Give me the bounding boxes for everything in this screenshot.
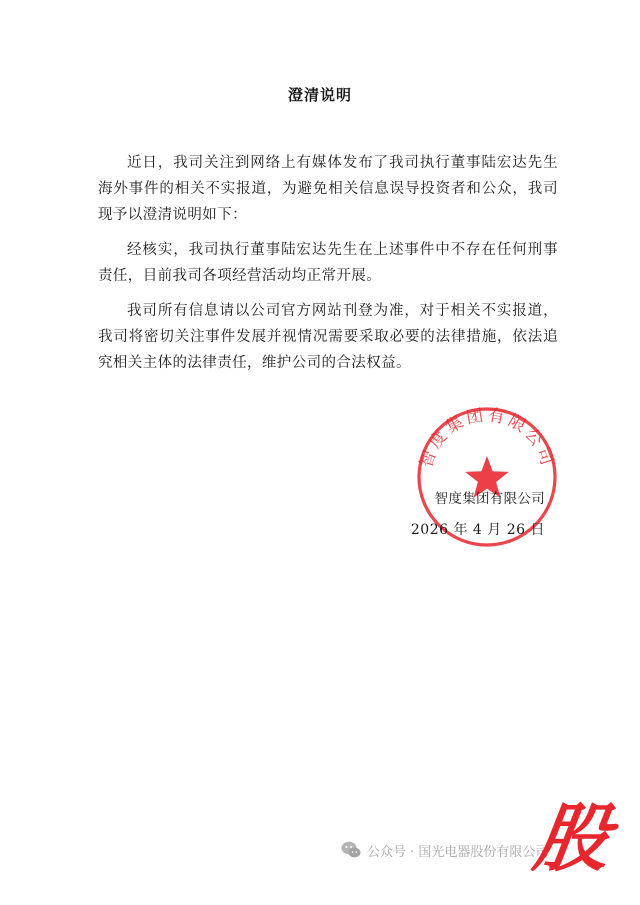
document-date: 2026 年 4 月 26 日	[410, 522, 545, 538]
document-title: 澄清说明	[287, 86, 352, 104]
wechat-icon	[340, 839, 362, 861]
document-body	[98, 150, 558, 385]
watermark-text: 公众号 · 国光电器股份有限公司	[367, 844, 549, 860]
svg-text:智度集团有限公司: 智度集团有限公司	[416, 405, 558, 471]
signature-company: 智度集团有限公司	[434, 491, 545, 507]
stock-logo: 股	[529, 796, 616, 882]
paragraph-2: 经核实，我司执行董事陆宏达先生在上述事件中不存在任何刑事责任，目前我司各项经营活动均正常开展。	[98, 242, 558, 284]
watermark	[340, 838, 548, 862]
paragraph-1: 近日，我司关注到网络上有媒体发布了我司执行董事陆宏达先生海外事件的相关不实报道，为避免相关信息误导投资者和公众，我司现予以澄清说明如下：	[98, 155, 558, 223]
paragraph-3: 我司所有信息请以公司官方网站刊登为准，对于相关不实报道，我司将密切关注事件发展并视情况需要采取必要的法律措施，依法追究相关主体的法律责任，维护公司的合法权益。	[98, 303, 558, 371]
